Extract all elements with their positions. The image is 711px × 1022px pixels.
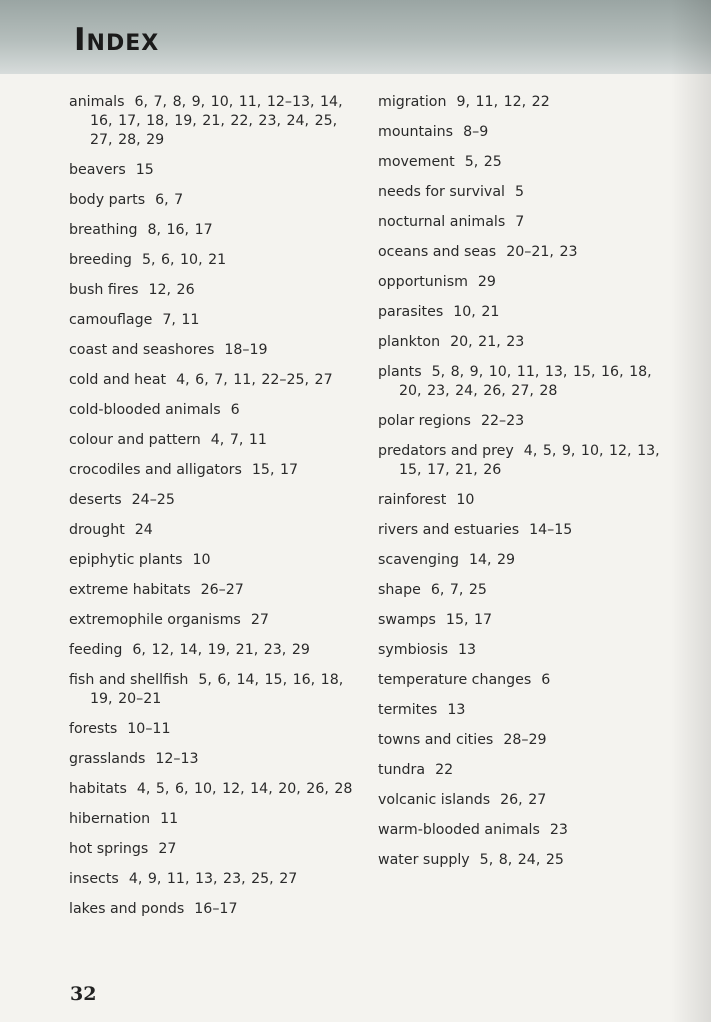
index-entry (69, 641, 359, 660)
index-pages: 5 (514, 184, 524, 200)
index-entry (378, 731, 678, 750)
index-term: lakes and ponds (69, 901, 185, 917)
index-term: crocodiles and alligators (69, 462, 242, 478)
index-pages: 10 (192, 552, 211, 568)
index-entry (378, 273, 678, 292)
index-pages: 15, 17 (251, 462, 299, 478)
index-entry (378, 521, 678, 540)
page-title: Index (74, 22, 160, 58)
index-term: predators and prey (378, 443, 514, 459)
index-term: parasites (378, 304, 444, 320)
index-term: habitats (69, 781, 127, 797)
index-pages: 4, 5, 9, 10, 12, 13, 15, 17, 21, 26 (399, 443, 660, 478)
index-term: cold-blooded animals (69, 402, 221, 418)
index-term: hibernation (69, 811, 151, 827)
index-entry (378, 671, 678, 690)
index-pages: 22–23 (480, 413, 525, 429)
index-term: polar regions (378, 413, 471, 429)
index-entry (69, 491, 359, 510)
index-pages: 4, 6, 7, 11, 22–25, 27 (176, 372, 333, 388)
index-term: camouflage (69, 312, 153, 328)
index-entry (69, 161, 359, 180)
index-pages: 9, 11, 12, 22 (456, 94, 550, 110)
index-term: hot springs (69, 841, 149, 857)
index-entry (378, 491, 678, 510)
index-term: volcanic islands (378, 792, 491, 808)
index-term: insects (69, 871, 119, 887)
index-term: migration (378, 94, 447, 110)
index-term: epiphytic plants (69, 552, 183, 568)
index-entry (378, 412, 678, 431)
index-entry (69, 191, 359, 210)
index-term: warm-blooded animals (378, 822, 540, 838)
index-term: symbiosis (378, 642, 448, 658)
index-pages: 5, 25 (464, 154, 502, 170)
index-pages: 24 (134, 522, 153, 538)
index-entry (69, 671, 359, 709)
index-pages: 13 (447, 702, 466, 718)
index-term: towns and cities (378, 732, 494, 748)
index-entry (69, 611, 359, 630)
index-entry (378, 93, 678, 112)
index-entry (69, 750, 359, 769)
index-column-right (378, 93, 678, 881)
index-term: plants (378, 364, 422, 380)
index-entry (378, 581, 678, 600)
index-entry (378, 791, 678, 810)
index-pages: 24–25 (131, 492, 175, 508)
index-term: breeding (69, 252, 132, 268)
index-term: deserts (69, 492, 122, 508)
index-pages: 4, 5, 6, 10, 12, 14, 20, 26, 28 (136, 781, 353, 797)
index-term: scavenging (378, 552, 459, 568)
index-term: oceans and seas (378, 244, 497, 260)
index-term: beavers (69, 162, 126, 178)
index-entry (69, 840, 359, 859)
page-number: 32 (70, 983, 97, 1005)
index-pages: 11 (160, 811, 179, 827)
index-pages: 6 (230, 402, 240, 418)
index-entry (378, 701, 678, 720)
index-entry (378, 821, 678, 840)
index-entry (69, 900, 359, 919)
index-term: coast and seashores (69, 342, 215, 358)
index-term: mountains (378, 124, 454, 140)
index-pages: 5, 8, 9, 10, 11, 13, 15, 16, 18, 20, 23, 24, 26, 27, 28 (399, 364, 652, 399)
index-term: needs for survival (378, 184, 505, 200)
index-pages: 10 (456, 492, 475, 508)
index-entry (69, 93, 359, 150)
index-term: forests (69, 721, 118, 737)
index-pages: 6, 12, 14, 19, 21, 23, 29 (132, 642, 310, 658)
index-entry (69, 720, 359, 739)
index-term: nocturnal animals (378, 214, 506, 230)
index-pages: 6 (541, 672, 551, 688)
index-term: rainforest (378, 492, 447, 508)
index-entry (69, 341, 359, 360)
index-entry (378, 611, 678, 630)
index-term: opportunism (378, 274, 468, 290)
index-pages: 10–11 (127, 721, 171, 737)
index-pages: 20, 21, 23 (450, 334, 525, 350)
index-pages: 23 (549, 822, 568, 838)
index-term: drought (69, 522, 125, 538)
index-entry (378, 442, 678, 480)
index-term: bush fires (69, 282, 139, 298)
index-term: fish and shellfish (69, 672, 189, 688)
index-pages: 5, 6, 14, 15, 16, 18, 19, 20–21 (90, 672, 344, 707)
index-pages: 6, 7 (155, 192, 184, 208)
index-pages: 14–15 (529, 522, 573, 538)
index-column-left (69, 93, 359, 930)
index-entry (69, 551, 359, 570)
index-pages: 8, 16, 17 (147, 222, 213, 238)
index-pages: 22 (435, 762, 454, 778)
index-term: colour and pattern (69, 432, 201, 448)
index-term: temperature changes (378, 672, 532, 688)
index-term: body parts (69, 192, 146, 208)
index-pages: 26, 27 (500, 792, 547, 808)
index-term: rivers and estuaries (378, 522, 520, 538)
index-pages: 4, 9, 11, 13, 23, 25, 27 (128, 871, 298, 887)
index-entry (69, 311, 359, 330)
index-entry (69, 371, 359, 390)
index-pages: 6, 7, 8, 9, 10, 11, 12–13, 14, 16, 17, 18, 19, 21, 22, 23, 24, 25, 27, 28, 29 (90, 94, 343, 148)
index-entry (69, 401, 359, 420)
index-term: shape (378, 582, 421, 598)
index-pages: 14, 29 (468, 552, 516, 568)
index-pages: 8–9 (463, 124, 489, 140)
index-pages: 15, 17 (445, 612, 493, 628)
index-entry (378, 303, 678, 322)
index-term: cold and heat (69, 372, 167, 388)
index-entry (69, 870, 359, 889)
index-pages: 7 (515, 214, 525, 230)
index-entry (69, 251, 359, 270)
index-entry (378, 761, 678, 780)
index-pages: 12, 26 (148, 282, 195, 298)
index-pages: 16–17 (194, 901, 238, 917)
index-term: grasslands (69, 751, 146, 767)
index-pages: 6, 7, 25 (430, 582, 487, 598)
index-pages: 13 (457, 642, 477, 658)
index-pages: 20–21, 23 (506, 244, 578, 260)
index-pages: 7, 11 (162, 312, 200, 328)
index-entry (378, 333, 678, 352)
index-entry (378, 551, 678, 570)
index-entry (378, 363, 678, 401)
index-term: swamps (378, 612, 436, 628)
index-term: extremophile organisms (69, 612, 241, 628)
index-term: movement (378, 154, 455, 170)
index-entry (378, 123, 678, 142)
index-entry (69, 221, 359, 240)
index-entry (378, 851, 678, 870)
index-entry (69, 521, 359, 540)
index-entry (378, 183, 678, 202)
index-entry (69, 281, 359, 300)
index-pages: 4, 7, 11 (210, 432, 267, 448)
index-pages: 15 (135, 162, 154, 178)
index-entry (378, 641, 678, 660)
index-term: breathing (69, 222, 138, 238)
index-pages: 27 (158, 841, 177, 857)
index-pages: 12–13 (155, 751, 199, 767)
index-term: animals (69, 94, 125, 110)
index-entry (69, 461, 359, 480)
index-pages: 5, 8, 24, 25 (479, 852, 564, 868)
index-term: water supply (378, 852, 470, 868)
index-entry (378, 153, 678, 172)
index-term: feeding (69, 642, 123, 658)
index-entry (69, 431, 359, 450)
index-pages: 18–19 (224, 342, 268, 358)
index-term: tundra (378, 762, 426, 778)
index-entry (378, 213, 678, 232)
index-term: plankton (378, 334, 441, 350)
index-pages: 26–27 (200, 582, 244, 598)
index-entry (69, 810, 359, 829)
index-entry (69, 780, 359, 799)
index-term: termites (378, 702, 438, 718)
index-pages: 10, 21 (453, 304, 500, 320)
index-pages: 27 (250, 612, 269, 628)
index-entry (69, 581, 359, 600)
index-term: extreme habitats (69, 582, 191, 598)
index-pages: 5, 6, 10, 21 (141, 252, 227, 268)
index-pages: 28–29 (503, 732, 547, 748)
index-pages: 29 (477, 274, 496, 290)
index-entry (378, 243, 678, 262)
